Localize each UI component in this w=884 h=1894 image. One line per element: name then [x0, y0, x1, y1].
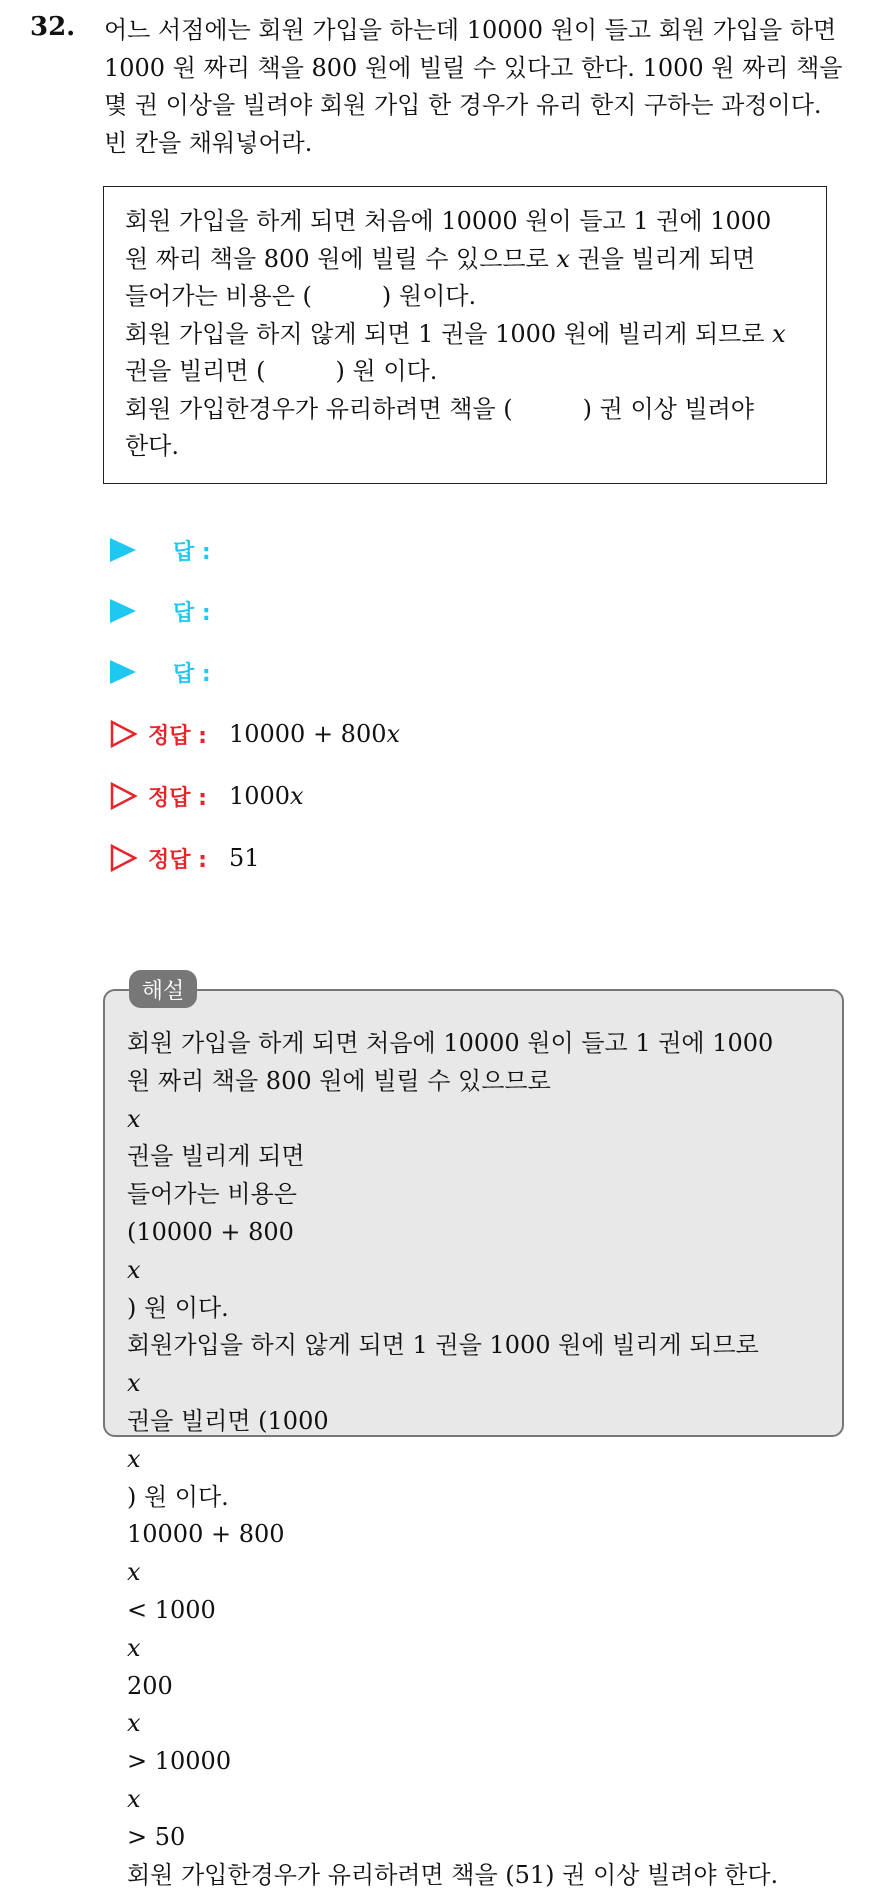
box-line: 권을 빌리면 ( ) 원 이다. [125, 357, 438, 385]
correct-label: 정답 : [148, 785, 207, 811]
solution-text [127, 1025, 827, 1894]
solution-line: 원 짜리 책을 800 원에 빌릴 수 있으므로 x 권을 빌리게 되면 [127, 1066, 551, 1171]
question-line: 몇 권 이상을 빌려야 회원 가입 한 경우가 유리 한지 구하는 과정이다. [104, 91, 822, 119]
correct-answer-row [110, 714, 400, 754]
correct-answer-row [110, 838, 260, 878]
box-line: 회원 가입을 하지 않게 되면 1 권을 1000 원에 빌리게 되므로 x [125, 319, 786, 348]
play-triangle-icon [110, 660, 136, 684]
solution-line: 회원가입을 하지 않게 되면 1 권을 1000 원에 빌리게 되므로 x [127, 1331, 759, 1398]
fill-in-text [125, 203, 815, 466]
answer-row [110, 591, 211, 631]
question-line: 빈 칸을 채워넣어라. [104, 128, 313, 157]
correct-value: 10000 + 800x [228, 720, 401, 748]
solution-line: 회원 가입한경우가 유리하려면 책을 (51) 권 이상 빌려야 한다. [127, 1860, 779, 1889]
answer-label: 답 : [173, 539, 211, 565]
question-text [104, 12, 864, 162]
play-triangle-icon [110, 599, 136, 623]
correct-label: 정답 : [148, 847, 207, 873]
solution-line: 들어가는 비용은 [127, 1180, 297, 1209]
box-line: 회원 가입을 하게 되면 처음에 10000 원이 들고 1 권에 1000 [125, 207, 772, 235]
correct-value: 51 [228, 844, 260, 872]
solution-box [103, 989, 844, 1889]
solution-line: (10000 + 800 x ) 원 이다. [127, 1217, 294, 1322]
solution-line: 200 x > 10000 [127, 1671, 232, 1776]
solution-line: 권을 빌리면 (1000 x ) 원 이다. [127, 1406, 329, 1511]
solution-line: x > 50 [127, 1784, 186, 1851]
correct-value: 1000x [228, 782, 304, 810]
answer-label: 답 : [173, 600, 211, 626]
box-line: 한다. [125, 432, 179, 460]
play-triangle-icon [110, 538, 136, 562]
question-line: 어느 서점에는 회원 가입을 하는데 10000 원이 들고 회원 가입을 하면 [104, 16, 837, 44]
solution-tag: 해설 [129, 970, 197, 1008]
question-line: 1000 원 짜리 책을 800 원에 빌릴 수 있다고 한다. 1000 원 짜리 책을 [104, 53, 843, 82]
question-number: 32. [30, 12, 76, 42]
box-line: 들어가는 비용은 ( ) 원이다. [125, 282, 477, 310]
answer-row [110, 652, 211, 692]
outline-triangle-icon [110, 844, 138, 872]
outline-triangle-icon [110, 782, 138, 810]
answer-label: 답 : [173, 661, 211, 687]
solution-line: 회원 가입을 하게 되면 처음에 10000 원이 들고 1 권에 1000 [127, 1029, 774, 1057]
box-line: 회원 가입한경우가 유리하려면 책을 ( ) 권 이상 빌려야 [125, 394, 754, 423]
answer-row [110, 530, 211, 570]
solution-line: 10000 + 800 x < 1000 x [127, 1520, 285, 1662]
box-line: 원 짜리 책을 800 원에 빌릴 수 있으므로 x 권을 빌리게 되면 [125, 244, 756, 273]
fill-in-box [103, 186, 827, 484]
correct-label: 정답 : [148, 723, 207, 749]
outline-triangle-icon [110, 720, 138, 748]
correct-answer-row [110, 776, 304, 816]
